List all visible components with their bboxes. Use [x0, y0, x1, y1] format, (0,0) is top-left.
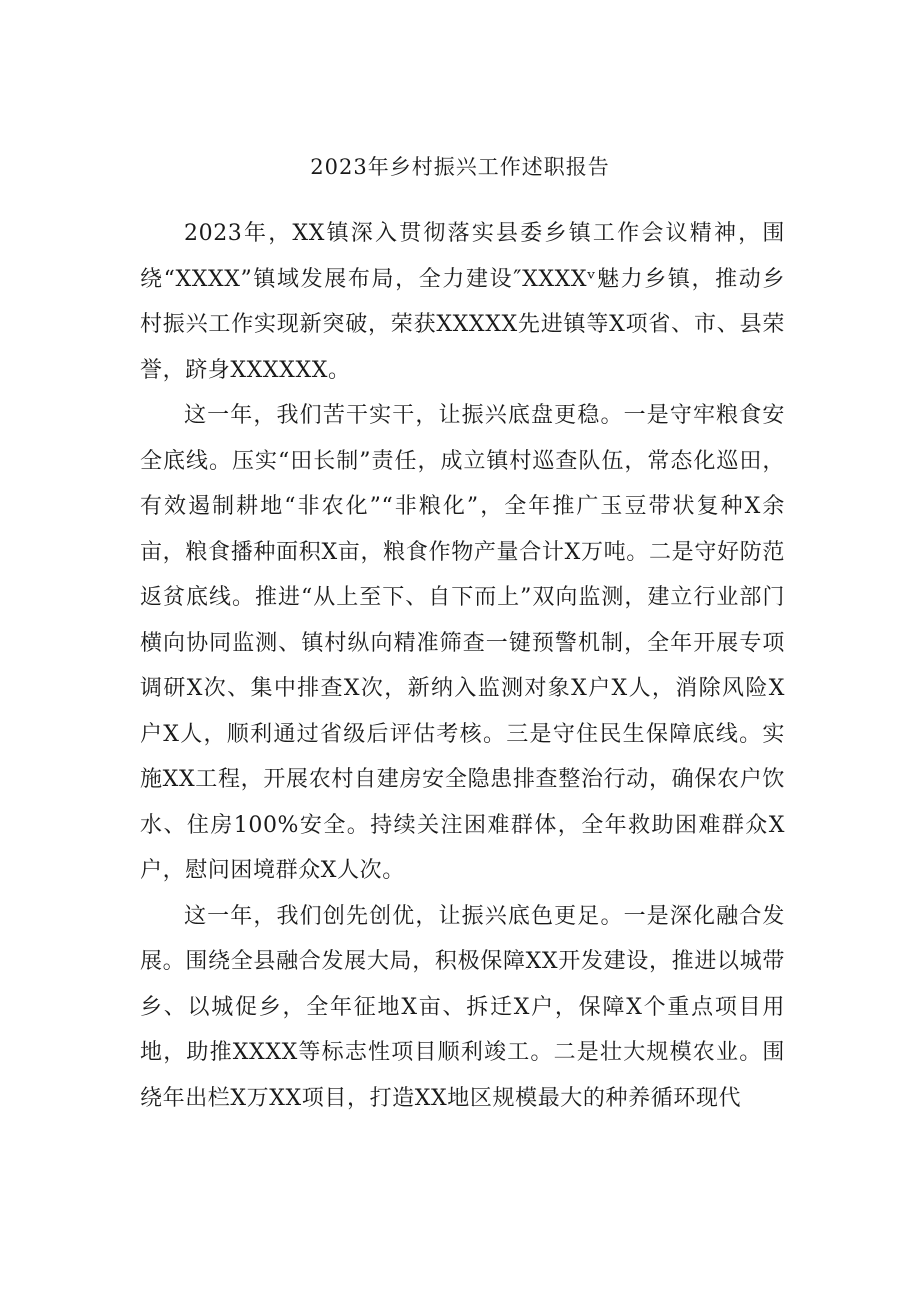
document-body — [140, 211, 785, 1121]
paragraph-intro: 2023年，XX镇深入贯彻落实县委乡镇工作会议精神，围绕“XXXX”镇域发展布局，全力建设″XXXXᵛ魅力乡镇，推动乡村振兴工作实现新突破，荣获XXXXX先进镇等X项省、市、县荣誉，跻身XXXXXX。 — [140, 221, 785, 383]
paragraph-innovation: 这一年，我们创先创优，让振兴底色更足。一是深化融合发展。围绕全县融合发展大局，积极保障XX开发建设，推进以城带乡、以城促乡，全年征地X亩、拆迁X户，保障X个重点项目用地，助推XXXX等标志性项目顺利竣工。二是壮大规模农业。围绕年出栏X万XX项目，打造XX地区规模最大的种养循环现代 — [140, 903, 785, 1111]
paragraph-hard-work: 这一年，我们苦干实干，让振兴底盘更稳。一是守牢粮食安全底线。压实“田长制”责任，成立镇村巡查队伍，常态化巡田，有效遏制耕地“非农化”“非粮化”，全年推广玉豆带状复种X余亩，粮食播种面积X亩，粮食作物产量合计X万吨。二是守好防范返贫底线。推进“从上至下、自下而上”双向监测，建立行业部门横向协同监测、镇村纵向精准筛查一键预警机制，全年开展专项调研X次、集中排查X次，新纳入监测对象X户X人，消除风险X户X人，顺利通过省级后评估考核。三是守住民生保障底线。实施XX工程，开展农村自建房安全隐患排查整治行动，确保农户饮水、住房100%安全。持续关注困难群体，全年救助困难群众X户，慰问困境群众X人次。 — [140, 403, 785, 883]
document-title: 2023年乡村振兴工作述职报告 — [310, 155, 610, 179]
